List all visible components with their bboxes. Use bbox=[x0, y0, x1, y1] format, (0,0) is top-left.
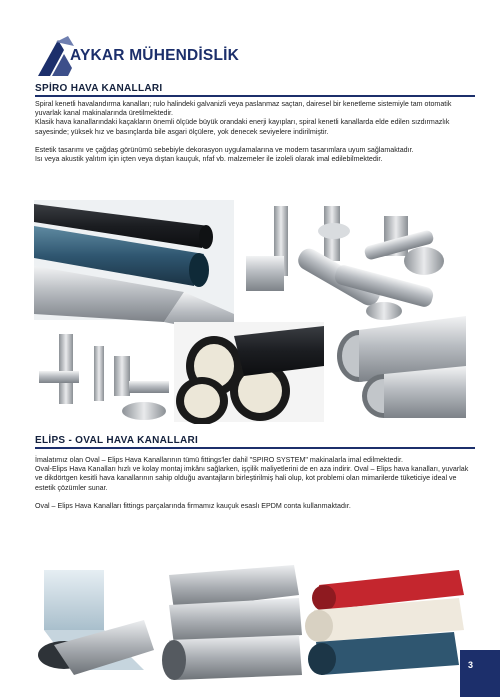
spiro-description bbox=[35, 100, 475, 164]
oval-para-2: Oval-Elips Hava Kanalları hızlı ve kolay montaj imkânı sağlarken, işçilik maliyetlerini de en aza indirir. Oval – Elips hava kanalları, yuvarlak ve dikdörtgen kesitli hava kanallarının sahip olduğu avantajların birleştirilmiş hali olup, kot problemi olan mimarilerde tüketiciye ideal ve estetik çözümler sunar. bbox=[35, 465, 469, 492]
small-fittings-image bbox=[34, 326, 174, 421]
steel-spiral-ducts-image bbox=[329, 316, 466, 422]
oval-elbow-image bbox=[34, 560, 159, 685]
section-title-spiro: SPİRO HAVA KANALLARI bbox=[35, 83, 163, 94]
section-rule bbox=[35, 95, 475, 97]
section-title-oval: ELİPS - OVAL HAVA KANALLARI bbox=[35, 435, 199, 446]
oval-para-1: İmalatımız olan Oval – Elips Hava Kanallarının tümü fittings'ler dahil "SPIRO SYSTEM" makinalarla imal edilmektedir. bbox=[35, 456, 403, 464]
spiro-para-1: Spiral kenetli havalandırma kanalları; rulo halindeki galvanizli veya paslanmaz saçtan, dairesel bir kenetleme sistemiyle tam otomatik yuvarlak kanal makinalarında üretilmektedir. bbox=[35, 100, 452, 118]
oval-para-3: Oval – Elips Hava Kanalları fittings parçalarında firmamız kauçuk esaslı EPDM conta kullanmaktadır. bbox=[35, 501, 351, 510]
section-rule bbox=[35, 447, 475, 449]
spiro-duct-photo-collage bbox=[34, 196, 466, 424]
coloured-oval-ducts-image bbox=[305, 560, 466, 685]
fittings-image bbox=[239, 200, 464, 320]
page-number-badge bbox=[460, 650, 500, 697]
spiro-para-2: Klasik hava kanallarındaki kaçakların önemli ölçüde büyük orandaki enerji kayıpları, spiral kenetli kanallarda elde edilen sızdırmazlık sayesinde; yüksek hız ve basınçlarda bile asgari ölçülere, yok denecek seviyelere indirilmiştir. bbox=[35, 118, 450, 136]
spiro-para-4: Isı veya akustik yalıtım için içten veya dıştan kauçuk, nfaf vb. malzemeler ile izoleli olarak imal edilebilmektedir. bbox=[35, 155, 383, 164]
spiro-para-3: Estetik tasarımı ve çağdaş görünümü sebebiyle dekorasyon uygulamalarına ve modern tasarımlara uyum sağlamaktadır. bbox=[35, 145, 414, 154]
oval-description bbox=[35, 456, 475, 511]
spiral-ducts-image bbox=[34, 200, 234, 336]
insulated-ducts-image bbox=[174, 322, 324, 424]
oval-steel-ducts-image bbox=[162, 560, 304, 685]
page-number: 3 bbox=[468, 660, 474, 670]
oval-duct-photo-strip bbox=[34, 560, 466, 685]
brand-name: AYKAR MÜHENDİSLİK bbox=[70, 47, 240, 64]
